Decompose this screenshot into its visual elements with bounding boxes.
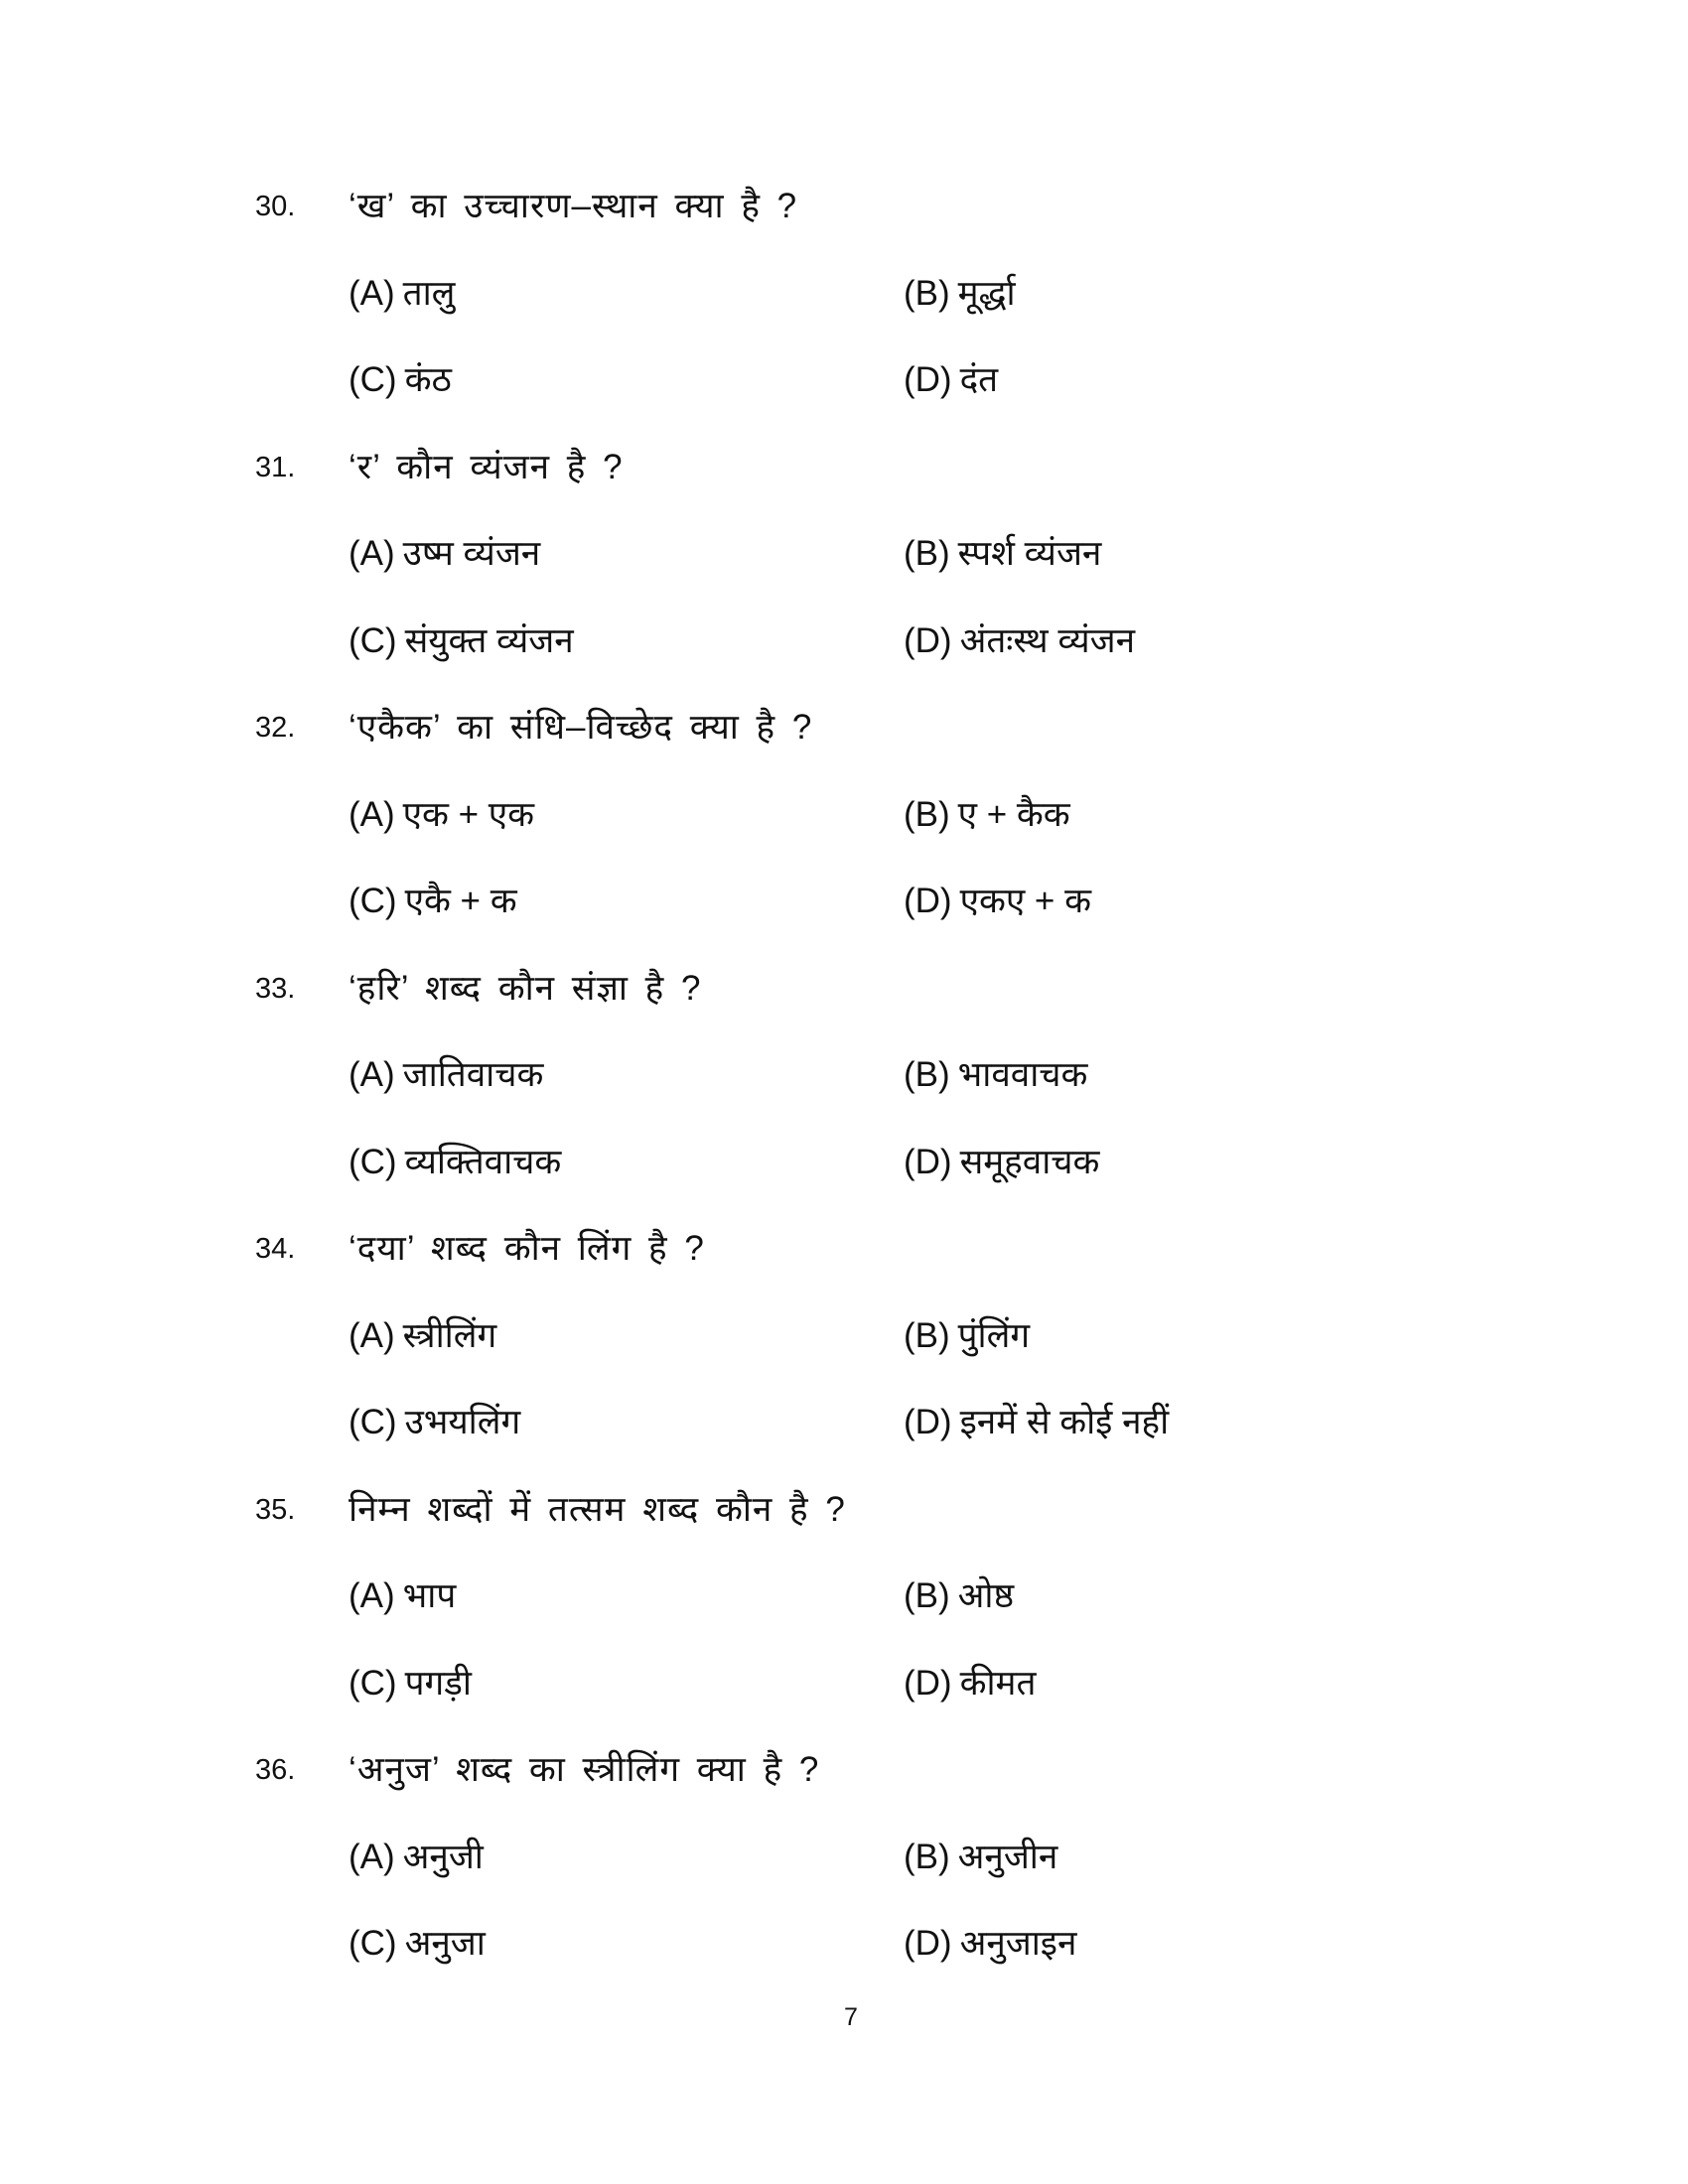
options-row	[0, 524, 1688, 584]
option-d	[904, 1133, 1099, 1192]
option-b	[904, 524, 1101, 584]
option-label: (A)	[349, 1576, 395, 1615]
option-text: तालु	[402, 273, 456, 313]
option-text: अनुजी	[402, 1837, 484, 1876]
options-row	[0, 264, 1688, 324]
option-b	[904, 785, 1070, 845]
question-number: 32.	[255, 712, 296, 744]
option-text: पुंलिंग	[957, 1315, 1031, 1355]
option-label: (C)	[349, 1403, 397, 1441]
option-text: अंतःस्थ व्यंजन	[959, 620, 1136, 660]
option-d	[904, 872, 1091, 931]
option-label: (C)	[349, 1663, 397, 1703]
option-text: भाप	[402, 1576, 457, 1615]
option-label: (B)	[904, 273, 950, 313]
option-text: मूर्द्धा	[957, 273, 1016, 313]
option-b	[904, 1567, 1014, 1626]
question-row	[0, 1740, 1688, 1800]
options-row	[0, 1654, 1688, 1713]
option-label: (A)	[349, 273, 395, 313]
option-b	[904, 1306, 1030, 1366]
option-text: कंठ	[404, 360, 452, 399]
option-b	[904, 1828, 1057, 1887]
option-a	[349, 1567, 456, 1626]
option-text: स्त्रीलिंग	[402, 1315, 497, 1355]
option-text: संयुक्त व्यंजन	[404, 620, 574, 660]
options-row	[0, 1045, 1688, 1105]
option-label: (D)	[904, 360, 952, 399]
option-label: (A)	[349, 534, 395, 573]
option-label: (D)	[904, 1403, 952, 1441]
option-label: (D)	[904, 1142, 952, 1181]
option-label: (C)	[349, 360, 397, 399]
option-label: (A)	[349, 1837, 395, 1876]
options-row	[0, 1306, 1688, 1366]
question-text: निम्न शब्दों में तत्सम शब्द कौन है ?	[349, 1489, 846, 1529]
option-label: (B)	[904, 794, 950, 834]
option-d	[904, 612, 1135, 671]
options-row	[0, 612, 1688, 671]
question-number: 35.	[255, 1493, 296, 1526]
option-text: अनुजाइन	[959, 1924, 1077, 1963]
question-row	[0, 1480, 1688, 1540]
option-text: पगड़ी	[404, 1663, 472, 1703]
option-text: उभयलिंग	[404, 1403, 521, 1441]
option-c	[349, 872, 517, 931]
option-a	[349, 264, 455, 324]
option-d	[904, 1654, 1036, 1713]
question-text: ‘हरि’ शब्द कौन संज्ञा है ?	[349, 968, 702, 1008]
option-d	[904, 1393, 1169, 1452]
option-text: कीमत	[959, 1663, 1037, 1703]
question-number: 34.	[255, 1233, 296, 1265]
option-label: (C)	[349, 1142, 397, 1181]
option-text: ओष्ठ	[957, 1576, 1015, 1615]
option-label: (C)	[349, 620, 397, 660]
option-text: अनुजा	[404, 1924, 486, 1963]
option-label: (C)	[349, 882, 397, 920]
option-c	[349, 1133, 561, 1192]
option-c	[349, 1393, 520, 1452]
options-row	[0, 350, 1688, 410]
option-c	[349, 1914, 486, 1974]
options-row	[0, 1828, 1688, 1887]
option-c	[349, 612, 574, 671]
options-row	[0, 1393, 1688, 1452]
question-row	[0, 698, 1688, 757]
question-row	[0, 177, 1688, 236]
option-a	[349, 1306, 496, 1366]
option-label: (D)	[904, 620, 952, 660]
option-label: (B)	[904, 534, 950, 573]
question-text: ‘दया’ शब्द कौन लिंग है ?	[349, 1229, 705, 1268]
option-d	[904, 1914, 1076, 1974]
option-text: अनुजीन	[957, 1837, 1058, 1876]
option-label: (A)	[349, 794, 395, 834]
option-label: (B)	[904, 1055, 950, 1094]
option-label: (B)	[904, 1837, 950, 1876]
option-label: (B)	[904, 1315, 950, 1355]
option-text: दंत	[959, 360, 999, 399]
question-row	[0, 1219, 1688, 1279]
options-row	[0, 1567, 1688, 1626]
page-number: 7	[844, 2003, 858, 2031]
question-number: 31.	[255, 451, 296, 483]
option-label: (D)	[904, 1663, 952, 1703]
option-b	[904, 1045, 1087, 1105]
option-text: व्यक्तिवाचक	[404, 1142, 562, 1181]
question-number: 33.	[255, 972, 296, 1005]
option-label: (D)	[904, 882, 952, 920]
option-text: जातिवाचक	[402, 1055, 544, 1094]
question-text: ‘अनुज’ शब्द का स्त्रीलिंग क्या है ?	[349, 1750, 820, 1789]
option-text: एक + एक	[402, 794, 535, 834]
options-row	[0, 785, 1688, 845]
option-a	[349, 1045, 543, 1105]
option-label: (A)	[349, 1055, 395, 1094]
option-text: उष्म व्यंजन	[402, 534, 541, 573]
question-text: ‘एकैक’ का संधि–विच्छेद क्या है ?	[349, 708, 813, 747]
options-row	[0, 1914, 1688, 1974]
option-label: (C)	[349, 1924, 397, 1963]
option-label: (D)	[904, 1924, 952, 1963]
option-text: समूहवाचक	[959, 1142, 1100, 1181]
question-number: 36.	[255, 1754, 296, 1786]
option-text: भाववाचक	[957, 1055, 1088, 1094]
option-text: एकए + क	[959, 882, 1091, 920]
option-text: स्पर्श व्यंजन	[957, 534, 1102, 573]
option-a	[349, 524, 540, 584]
option-text: एकै + क	[404, 882, 517, 920]
option-d	[904, 350, 998, 410]
option-label: (B)	[904, 1576, 950, 1615]
options-row	[0, 1133, 1688, 1192]
option-b	[904, 264, 1016, 324]
option-c	[349, 1654, 472, 1713]
option-label: (A)	[349, 1315, 395, 1355]
options-row	[0, 872, 1688, 931]
question-number: 30.	[255, 191, 296, 222]
option-text: ए + कैक	[957, 794, 1070, 834]
question-row	[0, 438, 1688, 497]
question-row	[0, 959, 1688, 1019]
option-a	[349, 1828, 484, 1887]
option-c	[349, 350, 452, 410]
question-text: ‘र’ कौन व्यंजन है ?	[349, 447, 624, 486]
question-text: ‘ख’ का उच्चारण–स्थान क्या है ?	[349, 187, 798, 225]
option-text: इनमें से कोई नहीं	[959, 1403, 1170, 1441]
option-a	[349, 785, 534, 845]
